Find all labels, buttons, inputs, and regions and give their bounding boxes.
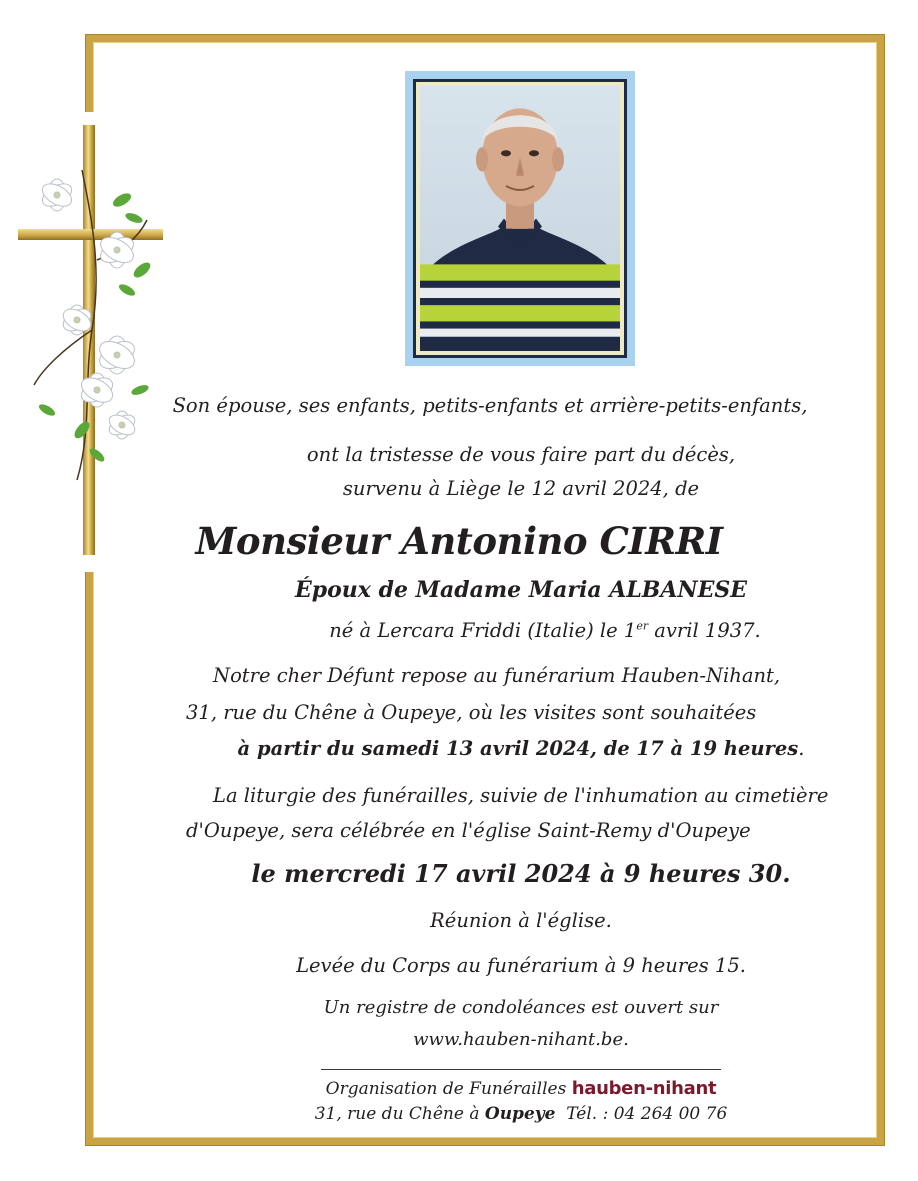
magnolia-flowers-icon [22,160,167,490]
meeting-line: Réunion à l'église. [430,909,612,932]
footer-address [62,1104,918,1124]
funeral-line-2: d'Oupeye, sera célébrée en l'église Saint-Remy d'Oupeye [186,819,751,842]
footer-org [62,1078,918,1099]
brand-logo: hauben-nihant [571,1078,717,1099]
footer-phone: Tél. : 04 264 00 76 [555,1104,728,1124]
deceased-name: Monsieur Antonino CIRRI [195,519,723,563]
birth-suffix: avril 1937. [648,619,761,642]
condolences-url[interactable]: www.hauben-nihant.be. [413,1029,629,1050]
levee-line: Levée du Corps au funérarium à 9 heures 15. [296,954,746,977]
visits-line-2: 31, rue du Chêne à Oupeye, où les visites sont souhaitées [186,701,757,724]
spouse-line: Époux de Madame Maria ALBANESE [294,577,748,603]
visits-times: à partir du samedi 13 avril 2024, de 17 à 19 heures [237,737,799,760]
condolences-line-1: Un registre de condoléances est ouvert sur [323,997,719,1018]
footer-address-prefix: 31, rue du Chêne à [314,1104,485,1124]
visits-period: . [798,737,805,760]
visits-line-3 [62,737,918,760]
birth-sup: er [636,619,649,633]
portrait-icon [420,86,620,351]
intro-date: survenu à Liège le 12 avril 2024, de [342,477,700,500]
footer-org-label: Organisation de Funérailles [325,1079,572,1099]
funeral-date: le mercredi 17 avril 2024 à 9 heures 30. [251,859,791,888]
birth-line [86,619,918,642]
funeral-line-1: La liturgie des funérailles, suivie de l'inhumation au cimetière [213,784,829,807]
intro-announcement: ont la tristesse de vous faire part du décès, [306,443,736,466]
intro-family: Son épouse, ses enfants, petits-enfants et arrière-petits-enfants, [172,394,808,417]
footer-town: Oupeye [484,1104,556,1124]
portrait-photo [413,79,627,358]
birth-prefix: né à Lercara Friddi (Italie) le 1 [329,619,637,642]
visits-line-1: Notre cher Défunt repose au funérarium Hauben-Nihant, [213,664,781,687]
footer-divider [321,1069,721,1070]
portrait-frame [405,71,635,366]
